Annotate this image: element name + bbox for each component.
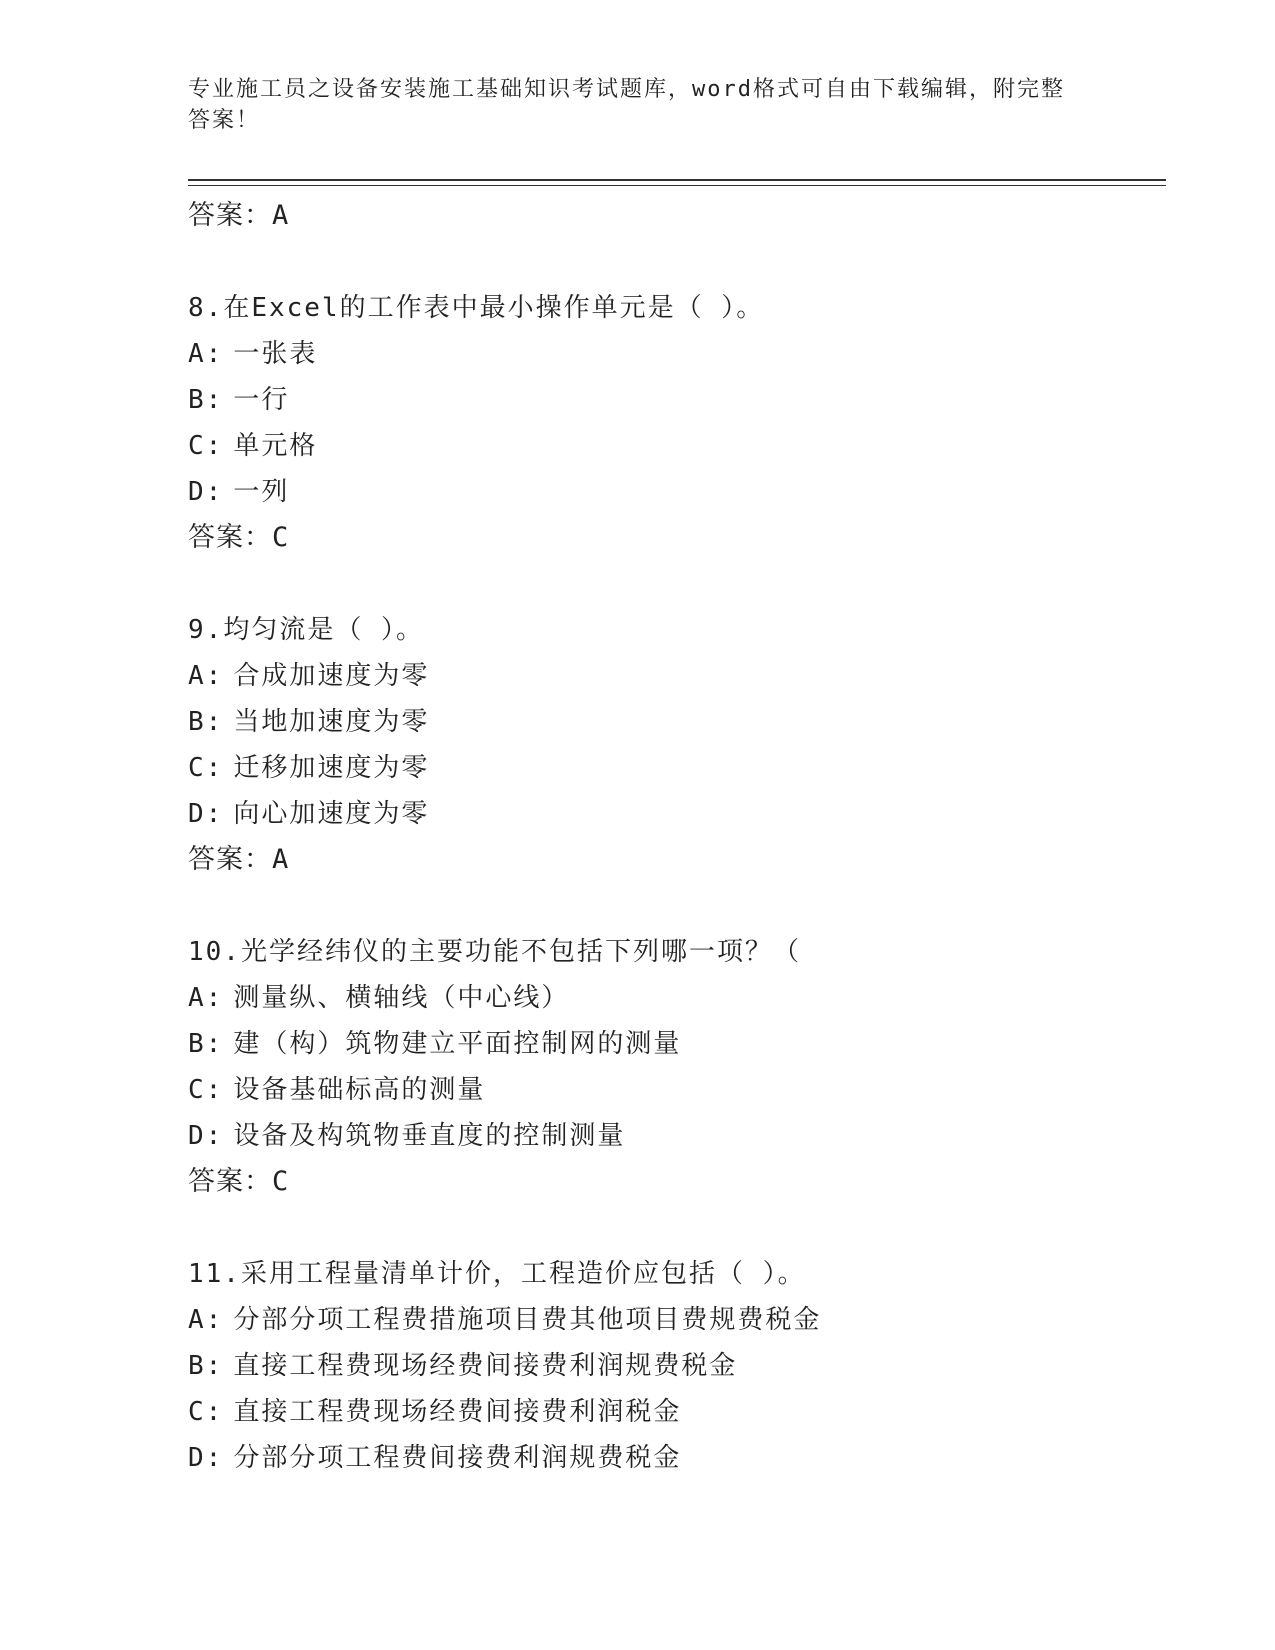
option-text: 建（构）筑物建立平面控制网的测量 <box>233 1029 682 1059</box>
option-line <box>188 653 1168 699</box>
option-text: 设备及构筑物垂直度的控制测量 <box>233 1121 626 1151</box>
option-line <box>188 1297 1168 1343</box>
option-letter: C: <box>188 1075 224 1105</box>
option-letter: B: <box>188 707 224 737</box>
option-text: 直接工程费现场经费间接费利润规费税金 <box>233 1351 738 1381</box>
option-line <box>188 423 1168 469</box>
option-text: 分部分项工程费间接费利润规费税金 <box>233 1443 682 1473</box>
answer-label: 答案： <box>188 522 272 553</box>
option-line <box>188 745 1168 791</box>
header-rule-thin <box>188 185 1166 186</box>
question-stem <box>188 929 1168 975</box>
question-stem <box>188 285 1168 331</box>
option-text: 一张表 <box>233 339 318 369</box>
option-line <box>188 1067 1168 1113</box>
question-text: 采用工程量清单计价，工程造价应包括（ ）。 <box>240 1259 806 1289</box>
option-text: 一行 <box>233 385 290 415</box>
answer-line <box>188 1159 1168 1205</box>
answer-line <box>188 193 1168 239</box>
question-text: 均匀流是（ ）。 <box>223 615 424 645</box>
option-line <box>188 377 1168 423</box>
option-line <box>188 1343 1168 1389</box>
option-text: 单元格 <box>233 431 318 461</box>
option-letter: D: <box>188 1443 224 1473</box>
option-line <box>188 699 1168 745</box>
option-line <box>188 331 1168 377</box>
option-letter: B: <box>188 1029 224 1059</box>
option-text: 当地加速度为零 <box>233 707 430 737</box>
option-letter: A: <box>188 1305 224 1335</box>
option-line <box>188 1021 1168 1067</box>
answer-label: 答案： <box>188 1166 272 1197</box>
answer-value: C <box>272 522 290 553</box>
question-text: 在Excel的工作表中最小操作单元是（ ）。 <box>223 293 765 323</box>
answer-label: 答案： <box>188 844 272 875</box>
question-number: 11. <box>188 1259 241 1289</box>
option-line <box>188 791 1168 837</box>
answer-label: 答案： <box>188 200 272 231</box>
question-stem <box>188 1251 1168 1297</box>
question-text: 光学经纬仪的主要功能不包括下列哪一项？（ <box>240 937 801 967</box>
option-text: 向心加速度为零 <box>233 799 430 829</box>
option-text: 迁移加速度为零 <box>233 753 430 783</box>
option-line <box>188 469 1168 515</box>
option-letter: C: <box>188 431 224 461</box>
option-text: 分部分项工程费措施项目费其他项目费规费税金 <box>233 1305 822 1335</box>
header-rule-thick <box>188 179 1166 181</box>
option-letter: A: <box>188 661 224 691</box>
question-list <box>188 193 1168 1481</box>
option-text: 测量纵、横轴线（中心线） <box>233 983 570 1013</box>
option-text: 直接工程费现场经费间接费利润税金 <box>233 1397 682 1427</box>
option-letter: D: <box>188 799 224 829</box>
option-text: 一列 <box>233 477 290 507</box>
option-line <box>188 1113 1168 1159</box>
document-header: 专业施工员之设备安装施工基础知识考试题库，word格式可自由下载编辑，附完整答案！ <box>188 77 1065 133</box>
option-letter: D: <box>188 477 224 507</box>
answer-value: C <box>272 1166 290 1197</box>
question-number: 10. <box>188 937 241 967</box>
option-letter: D: <box>188 1121 224 1151</box>
option-letter: C: <box>188 753 224 783</box>
question-number: 9. <box>188 615 224 645</box>
answer-line <box>188 515 1168 561</box>
option-letter: A: <box>188 983 224 1013</box>
option-letter: B: <box>188 385 224 415</box>
answer-value: A <box>272 200 290 231</box>
option-line <box>188 1435 1168 1481</box>
option-letter: A: <box>188 339 224 369</box>
option-line <box>188 1389 1168 1435</box>
answer-value: A <box>272 844 290 875</box>
answer-line <box>188 837 1168 883</box>
option-letter: B: <box>188 1351 224 1381</box>
option-text: 设备基础标高的测量 <box>233 1075 486 1105</box>
question-stem <box>188 607 1168 653</box>
option-letter: C: <box>188 1397 224 1427</box>
option-line <box>188 975 1168 1021</box>
question-number: 8. <box>188 293 224 323</box>
option-text: 合成加速度为零 <box>233 661 430 691</box>
